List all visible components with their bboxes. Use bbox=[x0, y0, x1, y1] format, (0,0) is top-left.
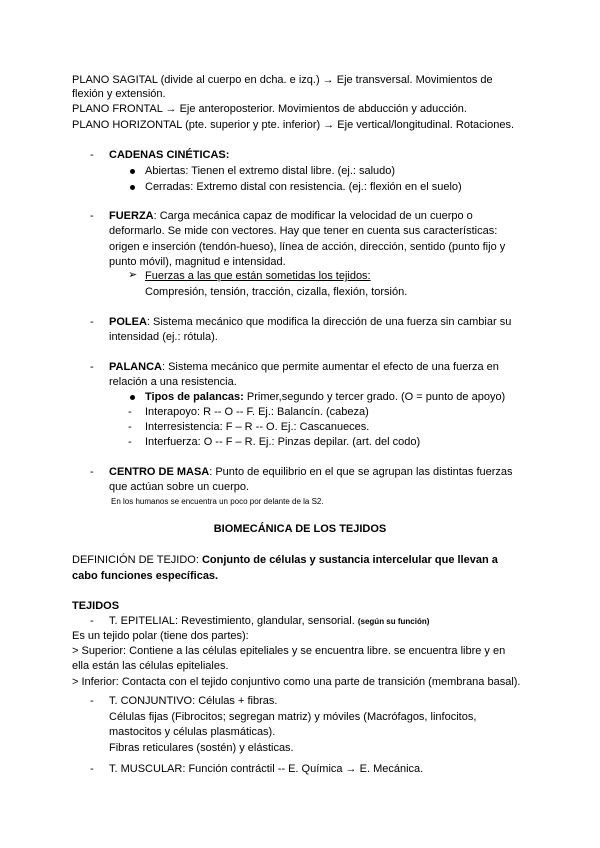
palanca-def: : Sistema mecánico que permite aumentar el efecto de una fuerza en bbox=[161, 361, 499, 373]
fuerza-line-1 bbox=[109, 209, 473, 223]
superior-line-2: ella están las células epiteliales. bbox=[72, 660, 229, 672]
dash-bullet: - bbox=[90, 763, 94, 775]
plano-horizontal-line: PLANO HORIZONTAL (pte. superior y pte. inferior) → Eje vertical/longitudinal. Rotaciones. bbox=[72, 119, 515, 131]
superior-line-1: > Superior: Contiene a las células epiteliales y se encuentra libre. se encuentra libre y en bbox=[72, 645, 506, 657]
tipos-label: Tipos de palancas: bbox=[145, 391, 244, 403]
dash-bullet: - bbox=[90, 615, 94, 627]
tejidos-title: TEJIDOS bbox=[72, 600, 120, 612]
conjuntivo-line-4: Fibras reticulares (sostén) y elásticas. bbox=[109, 742, 294, 754]
polea-line-1 bbox=[109, 315, 511, 329]
section-title: BIOMECÁNICA DE LOS TEJIDOS bbox=[213, 523, 387, 535]
palanca-term: PALANCA bbox=[109, 361, 162, 373]
conjuntivo-line-2: Células fijas (Fibrocitos; segregan matriz) y móviles (Macrófagos, linfocitos, bbox=[109, 711, 477, 723]
fuerza-line-3: origen e inserción (tendón-hueso), línea de acción, dirección, sentido (punto fijo y bbox=[109, 241, 506, 253]
fuerzas-sub-text: Compresión, tensión, tracción, cizalla, flexión, torsión. bbox=[145, 286, 408, 298]
dash-bullet: - bbox=[90, 149, 94, 161]
masa-line-2: que actúan sobre un cuerpo. bbox=[109, 481, 250, 493]
tipos-text: Primer,segundo y tercer grado. (O = punto de apoyo) bbox=[243, 391, 506, 403]
fuerza-line-4: punto móvil), magnitud e intensidad. bbox=[109, 256, 286, 268]
bullet-dot bbox=[130, 169, 135, 174]
fuerza-line-2: deformarlo. Se mide con vectores. Hay que tener en cuenta sus características: bbox=[109, 225, 498, 237]
dash-bullet: - bbox=[128, 421, 132, 433]
masa-line-1 bbox=[109, 465, 513, 479]
palanca-tipos bbox=[145, 390, 505, 404]
conjuntivo-line-3: mastocitos y células plasmáticas). bbox=[109, 726, 276, 738]
palanca-item-interfuerza: Interfuerza: O -- F – R. Ej.: Pinzas depilar. (art. del codo) bbox=[145, 436, 421, 448]
epitelial-text: T. EPITELIAL: Revestimiento, glandular, sensorial. bbox=[109, 615, 355, 627]
bullet-dot bbox=[130, 395, 135, 400]
epitelial-note: (según su función) bbox=[357, 617, 430, 626]
palanca-item-interresistencia: Interresistencia: F – R -- O. Ej.: Cascanueces. bbox=[145, 421, 370, 433]
dash-bullet: - bbox=[90, 695, 94, 707]
fuerza-def: : Carga mecánica capaz de modificar la velocidad de un cuerpo o bbox=[153, 210, 473, 222]
definicion-text-1: Conjunto de células y sustancia intercelular que llevan a bbox=[201, 554, 498, 566]
polar-line: Es un tejido polar (tiene dos partes): bbox=[72, 630, 249, 642]
cadenas-item-cerradas: Cerradas: Extremo distal con resistencia. (ej.: flexión en el suelo) bbox=[145, 181, 462, 193]
palanca-line-1 bbox=[109, 360, 499, 374]
fuerza-term: FUERZA bbox=[109, 210, 154, 222]
fuerzas-sub-title: Fuerzas a las que están sometidas los tejidos: bbox=[145, 270, 371, 282]
arrow-bullet-icon: ➢ bbox=[128, 269, 138, 281]
plano-sagital-line-1: PLANO SAGITAL (divide al cuerpo en dcha. e izq.) → Eje transversal. Movimientos de bbox=[72, 74, 493, 86]
dash-bullet: - bbox=[90, 466, 94, 478]
dash-bullet: - bbox=[90, 316, 94, 328]
epitelial-line bbox=[109, 614, 429, 629]
polea-line-2: intensidad (ej.: rótula). bbox=[109, 331, 218, 343]
dash-bullet: - bbox=[90, 361, 94, 373]
dash-bullet: - bbox=[128, 436, 132, 448]
masa-term: CENTRO DE MASA bbox=[109, 466, 210, 478]
conjuntivo-line-1: T. CONJUNTIVO: Células + fibras. bbox=[109, 695, 278, 707]
polea-def: : Sistema mecánico que modifica la dirección de una fuerza sin cambiar su bbox=[146, 316, 512, 328]
definicion-line-1 bbox=[72, 553, 498, 567]
cadenas-item-abiertas: Abiertas: Tienen el extremo distal libre. (ej.: saludo) bbox=[145, 165, 396, 177]
cadenas-title: CADENAS CINÉTICAS: bbox=[109, 149, 230, 161]
masa-note: En los humanos se encuentra un poco por delante de la S2. bbox=[111, 497, 324, 506]
plano-frontal-line: PLANO FRONTAL → Eje anteroposterior. Movimientos de abducción y aducción. bbox=[72, 103, 467, 115]
definicion-line-2: cabo funciones específicas. bbox=[72, 570, 219, 582]
dash-bullet: - bbox=[90, 210, 94, 222]
plano-sagital-line-2: flexión y extensión. bbox=[72, 88, 166, 100]
palanca-line-2: relación a una resistencia. bbox=[109, 376, 237, 388]
bullet-dot bbox=[130, 185, 135, 190]
muscular-line: T. MUSCULAR: Función contráctil -- E. Química → E. Mecánica. bbox=[109, 763, 424, 775]
inferior-line: > Inferior: Contacta con el tejido conjuntivo como una parte de transición (membrana basal). bbox=[72, 676, 521, 688]
palanca-item-interapoyo: Interapoyo: R -- O -- F. Ej.: Balancín. (cabeza) bbox=[145, 406, 369, 418]
polea-term: POLEA bbox=[109, 316, 147, 328]
dash-bullet: - bbox=[128, 406, 132, 418]
definicion-label: DEFINICIÓN DE TEJIDO: bbox=[72, 554, 202, 566]
masa-def: : Punto de equilibrio en el que se agrupan las distintas fuerzas bbox=[209, 466, 513, 478]
